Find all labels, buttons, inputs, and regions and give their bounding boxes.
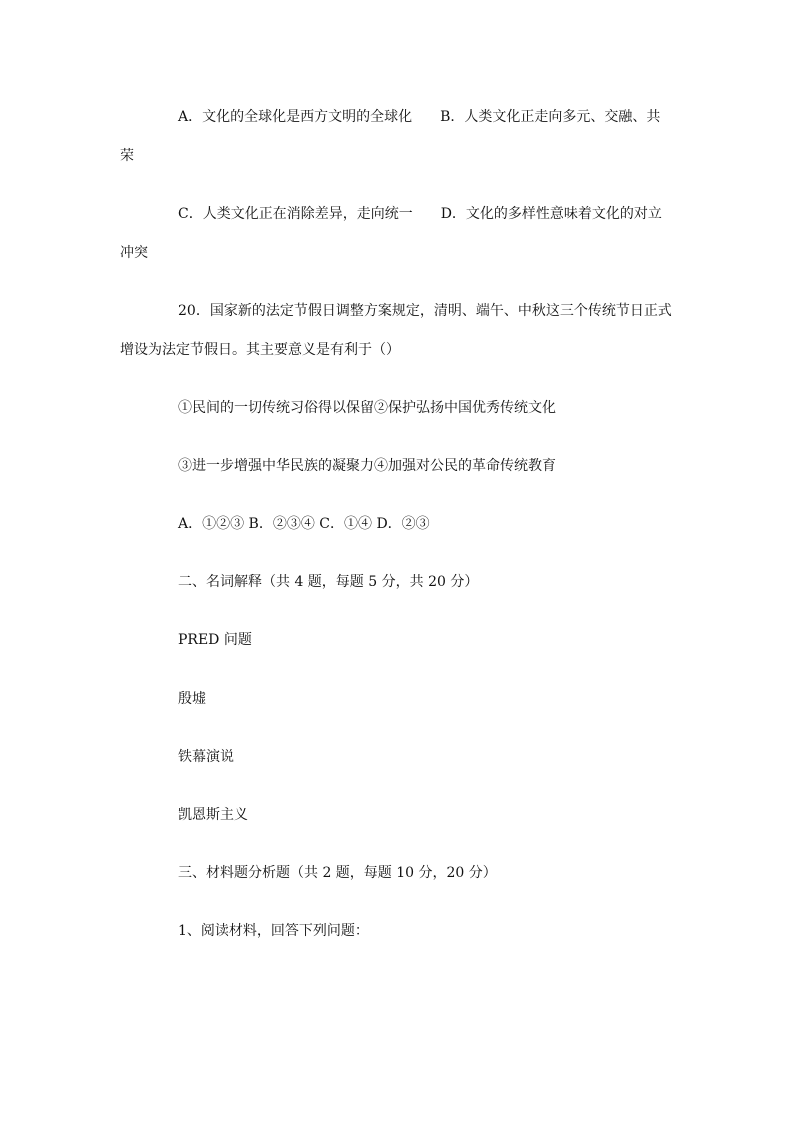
q20-items-3-4: ③进一步增强中华民族的凝聚力④加强对公民的革命传统教育 [178, 458, 556, 474]
q19-options-line-2: 荣 [120, 148, 134, 164]
q19-options-line-1: A．文化的全球化是西方文明的全球化 B．人类文化正走向多元、交融、共 [178, 109, 661, 125]
q19-options-line-3: C．人类文化正在消除差异，走向统一 D．文化的多样性意味着文化的对立 [178, 206, 662, 222]
term-item: 铁幕演说 [178, 749, 234, 765]
q20-stem-line-2: 增设为法定节假日。其主要意义是有利于（） [120, 342, 400, 358]
q20-stem-line-1: 20．国家新的法定节假日调整方案规定，清明、端午、中秋这三个传统节日正式 [178, 303, 672, 319]
section3-heading: 三、材料题分析题（共 2 题，每题 10 分，20 分） [178, 865, 497, 881]
section3-item-1: 1、阅读材料，回答下列问题： [178, 923, 369, 939]
q20-items-1-2: ①民间的一切传统习俗得以保留②保护弘扬中国优秀传统文化 [178, 400, 556, 416]
term-item: PRED 问题 [178, 632, 252, 648]
section2-heading: 二、名词解释（共 4 题，每题 5 分，共 20 分） [178, 574, 479, 590]
term-item: 殷墟 [178, 691, 206, 707]
q20-options: A．①②③ B．②③④ C．①④ D．②③ [178, 516, 430, 532]
q19-options-line-4: 冲突 [120, 245, 148, 261]
term-item: 凯恩斯主义 [178, 807, 248, 823]
